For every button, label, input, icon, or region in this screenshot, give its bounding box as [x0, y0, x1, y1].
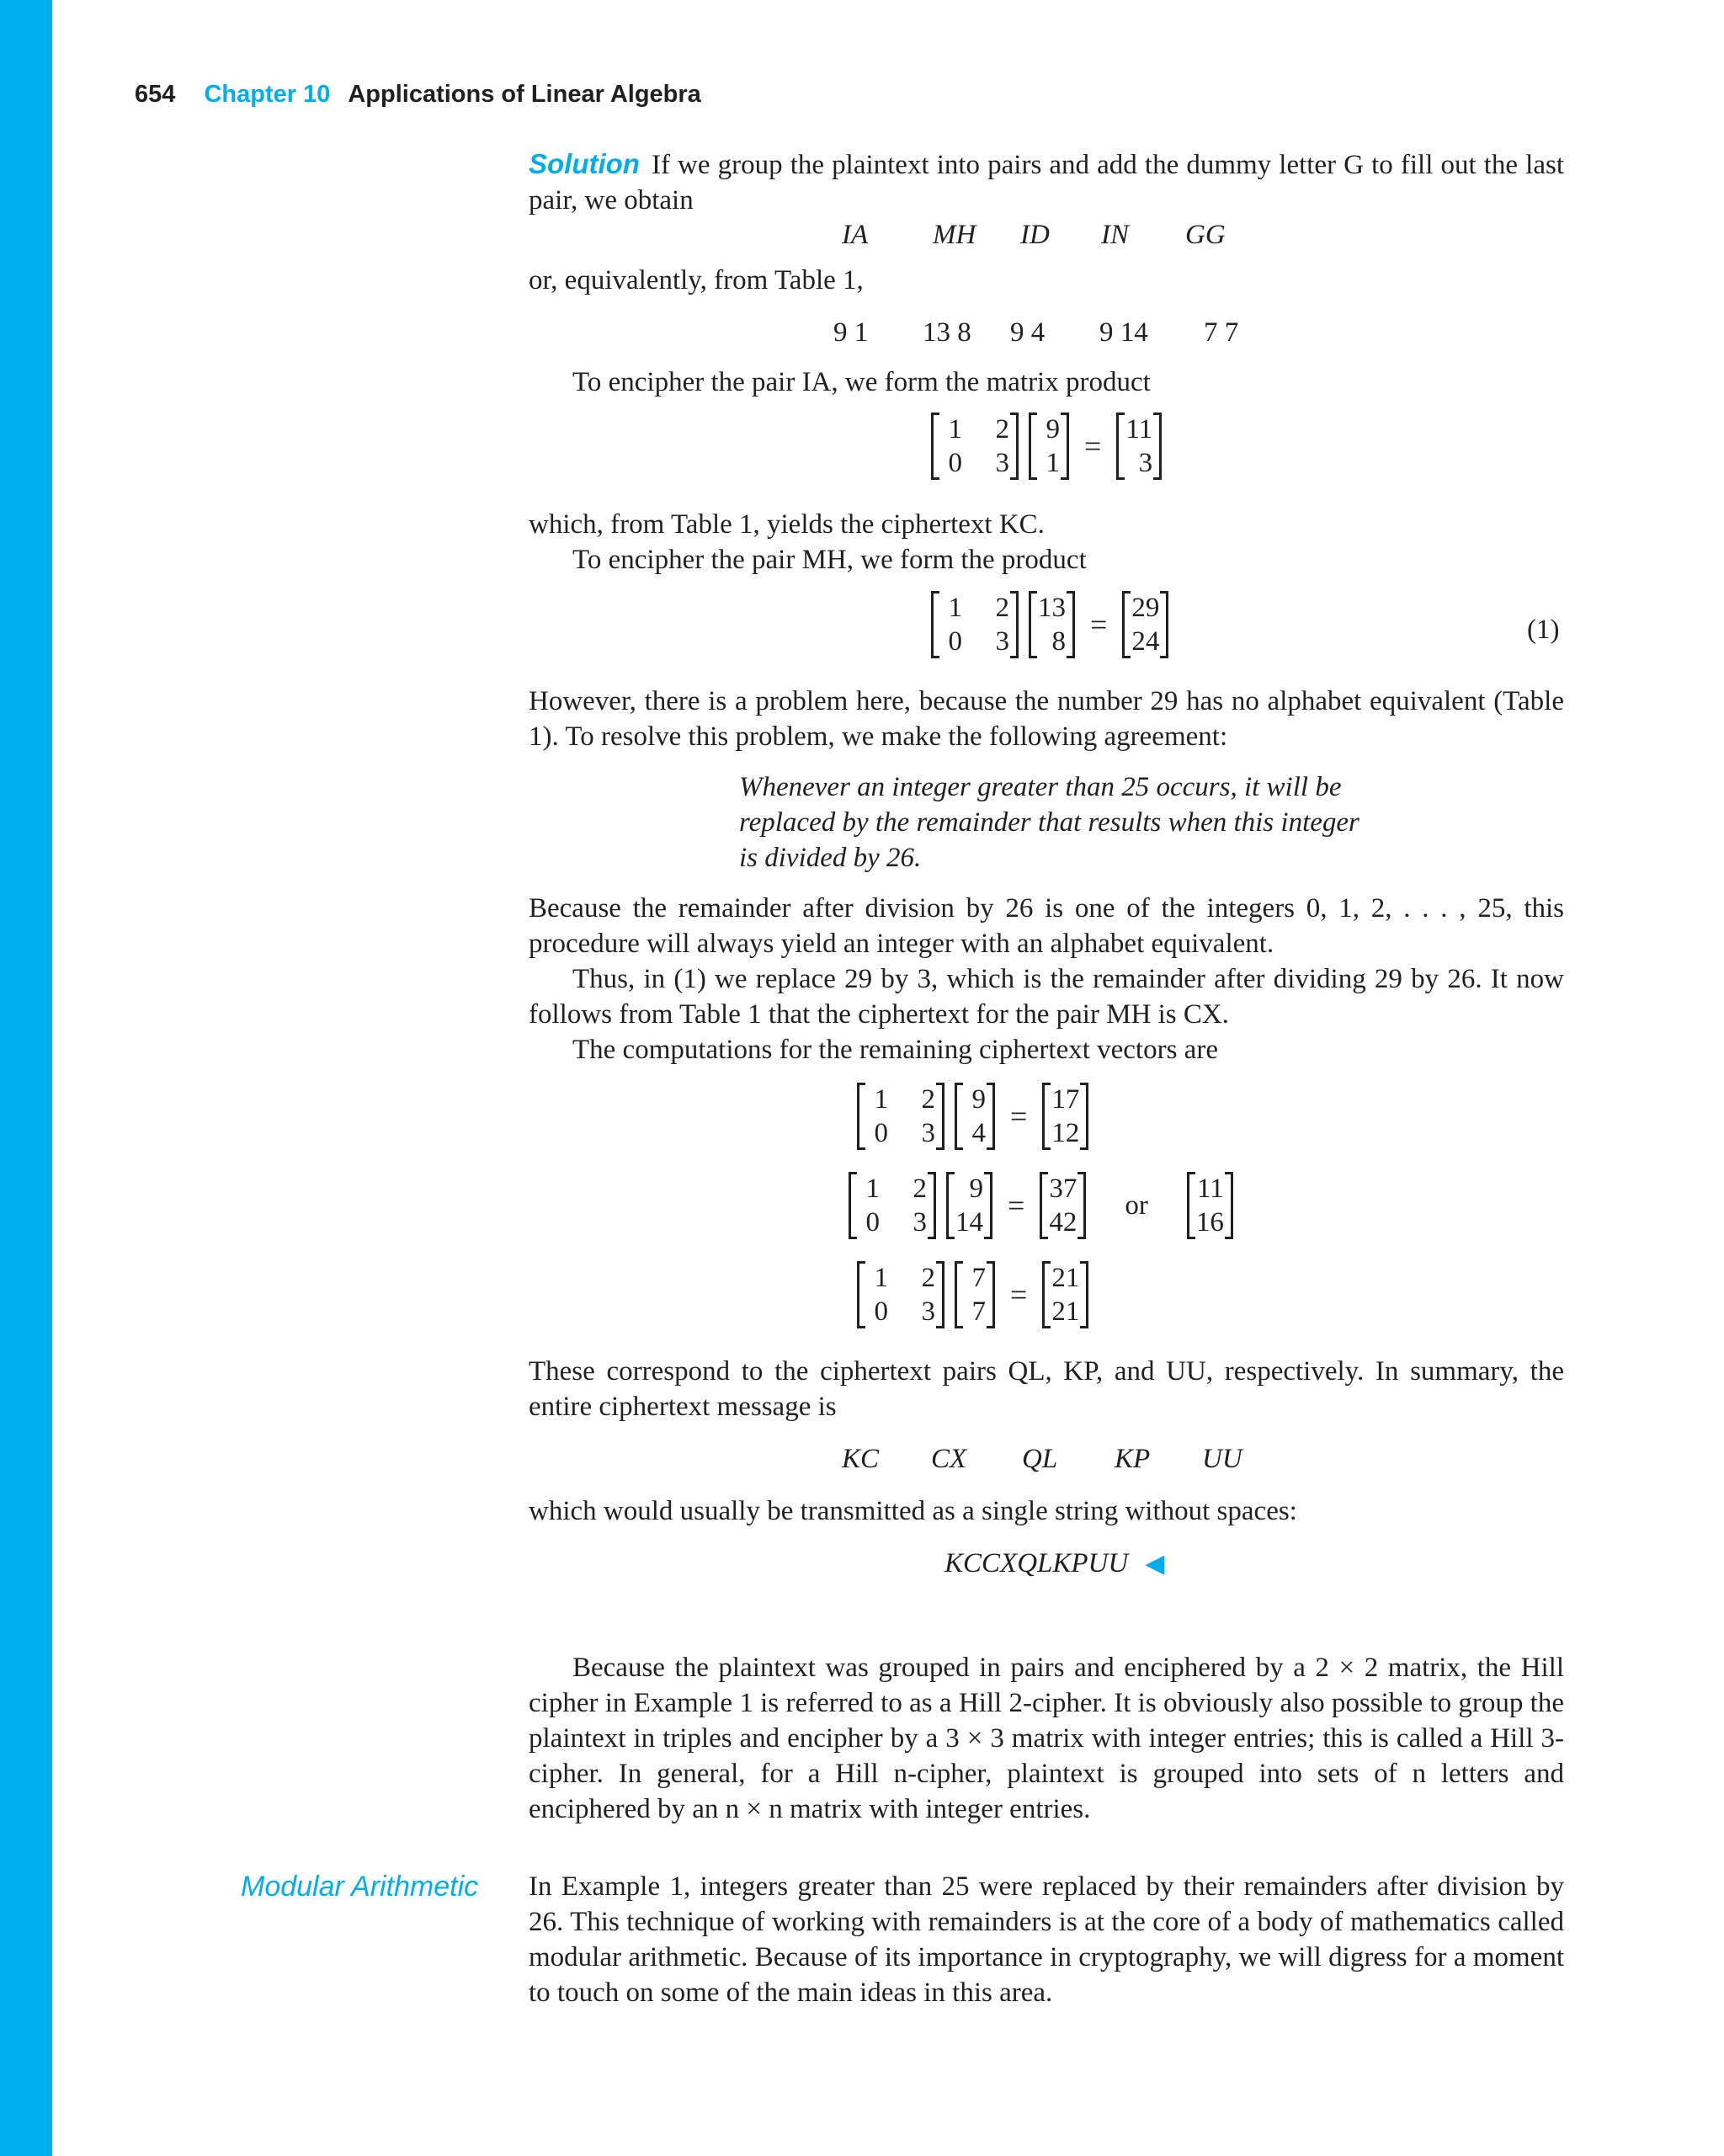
result-id: 17 12 [1042, 1083, 1088, 1150]
matrix-a: 1 2 0 3 [857, 1261, 944, 1328]
matrix-a: 1 2 0 3 [931, 591, 1019, 658]
correspond-text: These correspond to the ciphertext pairs QL, KP, and UU, respectively. In summary, the entire ciphertext message is [529, 1356, 1564, 1422]
end-of-solution-icon: ◀ [1145, 1550, 1165, 1578]
vector-mh: 13 8 [1029, 591, 1075, 658]
equation-number: (1) [1527, 615, 1560, 645]
vector-id: 9 4 [955, 1083, 995, 1150]
matrix-a: 1 2 0 3 [857, 1083, 944, 1150]
vector-in: 9 14 [946, 1172, 992, 1239]
encipher-ia-text: To encipher the pair IA, we form the matrix product [572, 367, 1151, 397]
modular-paragraph: In Example 1, integers greater than 25 were replaced by their remainders after division by 26. This technique of working with remainders is at the core of a body of mathematics called modular arithmetic. Because of its importance in cryptography, we will digress for a moment to touch on some of the main ideas in this area. [529, 1871, 1564, 2008]
hill-paragraph: Because the plaintext was grouped in pairs and enciphered by a 2 × 2 matrix, the Hill cipher in Example 1 is referred to as a Hill 2-cipher. It is obviously also possible to group the plaintext in triples and encipher by a 3 × 3 matrix with integer entries; this is called a Hill 3-cipher. In general, for a Hill n-cipher, plaintext is grouped into sets of n letters and enciphered by an n × n matrix with integer entries. [529, 1653, 1564, 1824]
vector-gg: 7 7 [955, 1261, 995, 1328]
solution-intro: Solution If we group the plaintext into pairs and add the dummy letter G to fill out the last pair, we obtain [529, 148, 1564, 216]
matrix-equation-mh: 1 2 0 3 13 8 = 29 24 [926, 591, 1173, 658]
result-gg: 21 21 [1042, 1261, 1088, 1328]
or-word: or [1125, 1190, 1148, 1221]
agreement-quote: Whenever an integer greater than 25 occurs, it will be replaced by the remainder that results when this integer is divided by 26. [739, 772, 1360, 873]
matrix-equation-ia: 1 2 0 3 9 1 = 11 3 [926, 413, 1167, 480]
because-text: Because the remainder after division by 26 is one of the integers 0, 1, 2, . . . , 25, this procedure will always yield an integer with an alphabet equivalent. [529, 893, 1564, 959]
sidebar-color-bar [0, 0, 52, 2156]
yields-kc-text: which, from Table 1, yields the ciphertext KC. [529, 509, 1045, 540]
matrix-a: 1 2 0 3 [849, 1172, 936, 1239]
vector-ia: 9 1 [1029, 413, 1069, 480]
result-in-reduced: 11 16 [1187, 1172, 1233, 1239]
result-mh: 29 24 [1122, 591, 1168, 658]
result-ia: 11 3 [1116, 413, 1162, 480]
thus-text: Thus, in (1) we replace 29 by 3, which is the remainder after dividing 29 by 26. It now follows from Table 1 that the ciphertext for the pair MH is CX. [529, 964, 1564, 1030]
cipher-string-line [944, 1546, 1281, 1582]
chapter-label: Chapter 10 [204, 81, 331, 108]
running-header [135, 81, 701, 114]
problem-text: However, there is a problem here, because the number 29 has no alphabet equivalent (Table 1). To resolve this problem, we make the following agreement: [529, 686, 1564, 752]
equiv-text: or, equivalently, from Table 1, [529, 265, 864, 295]
matrix-equation-in: 1 2 0 3 9 14 = 37 42 or 11 16 [843, 1172, 1238, 1239]
number-pairs: 9 1 13 8 9 4 9 14 7 7 [833, 317, 1239, 348]
matrix-a: 1 2 0 3 [931, 413, 1019, 480]
result-in: 37 42 [1040, 1172, 1086, 1239]
matrix-equation-gg: 1 2 0 3 7 7 = 21 21 [852, 1261, 1093, 1328]
chapter-title: Applications of Linear Algebra [348, 81, 701, 108]
solution-label: Solution [529, 148, 640, 179]
page-number: 654 [135, 81, 176, 108]
matrix-equation-id: 1 2 0 3 9 4 = 17 12 [852, 1083, 1093, 1150]
encipher-mh-text: To encipher the pair MH, we form the product [572, 545, 1087, 575]
remaining-text: The computations for the remaining ciphertext vectors are [572, 1035, 1218, 1065]
cipher-string: KCCXQLKPUU [944, 1548, 1129, 1578]
cipher-pairs: KC CX QL KP UU [842, 1444, 1242, 1474]
transmit-text: which would usually be transmitted as a single string without spaces: [529, 1496, 1297, 1526]
modular-arithmetic-heading: Modular Arithmetic [241, 1871, 479, 1903]
letter-pairs: IA MH ID IN GG [842, 220, 1226, 250]
